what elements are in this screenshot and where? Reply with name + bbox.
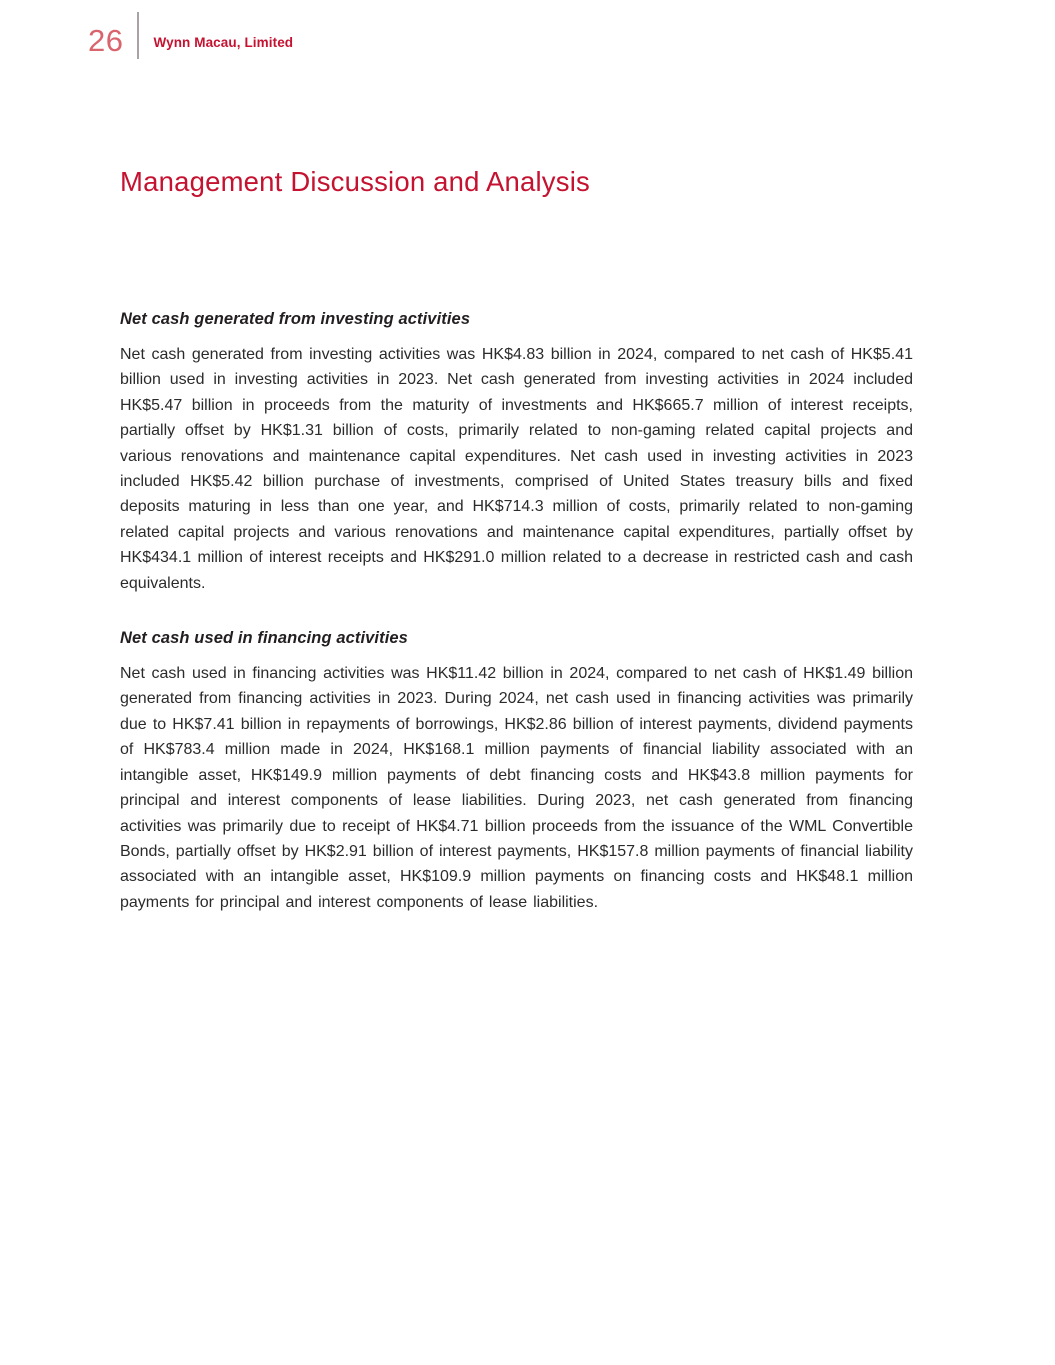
section-heading-investing: Net cash generated from investing activities [120, 310, 471, 328]
content-area [120, 310, 913, 915]
page-title: Management Discussion and Analysis [120, 166, 590, 197]
section-investing-activities [120, 310, 913, 596]
running-header [88, 12, 293, 59]
section-body-financing: Net cash used in financing activities was HK$11.42 billion in 2024, compared to net cash of HK$1.49 billion generated from financing activities in 2023. During 2024, net cash used in financing activities was primarily due to HK$7.41 billion in repayments of borrowings, HK$2.86 billion of interest payments, dividend payments of HK$783.4 million made in 2024, HK$168.1 million payments of financial liability associated with an intangible asset, HK$149.9 million payments of debt financing costs and HK$43.8 million payments for principal and interest components of lease liabilities. During 2023, net cash generated from financing activities was primarily due to receipt of HK$4.71 billion proceeds from the issuance of the WML Convertible Bonds, partially offset by HK$2.91 billion of interest payments, HK$157.8 million payments of financial liability associated with an intangible asset, HK$109.9 million payments on financing costs and HK$48.1 million payments for principal and interest components of lease liabilities. [120, 665, 913, 911]
section-body-investing: Net cash generated from investing activities was HK$4.83 billion in 2024, compared to net cash of HK$5.41 billion used in investing activities in 2023. Net cash generated from investing activities in 2024 included HK$5.47 billion in proceeds from the maturity of investments and HK$665.7 million of interest receipts, partially offset by HK$1.31 billion of costs, primarily related to non-gaming related capital projects and various renovations and maintenance capital expenditures. Net cash used in investing activities in 2023 included HK$5.42 billion purchase of investments, comprised of United States treasury bills and fixed deposits maturing in less than one year, and HK$714.3 million of costs, primarily related to non-gaming related capital projects and various renovations and maintenance capital expenditures, partially offset by HK$434.1 million of interest receipts and HK$291.0 million related to a decrease in restricted cash and cash equivalents. [120, 346, 913, 592]
company-name: Wynn Macau, Limited [153, 35, 294, 50]
page-number: 26 [88, 22, 124, 58]
section-heading-financing: Net cash used in financing activities [120, 629, 408, 648]
header-divider [137, 12, 139, 59]
section-financing-activities [120, 629, 913, 915]
